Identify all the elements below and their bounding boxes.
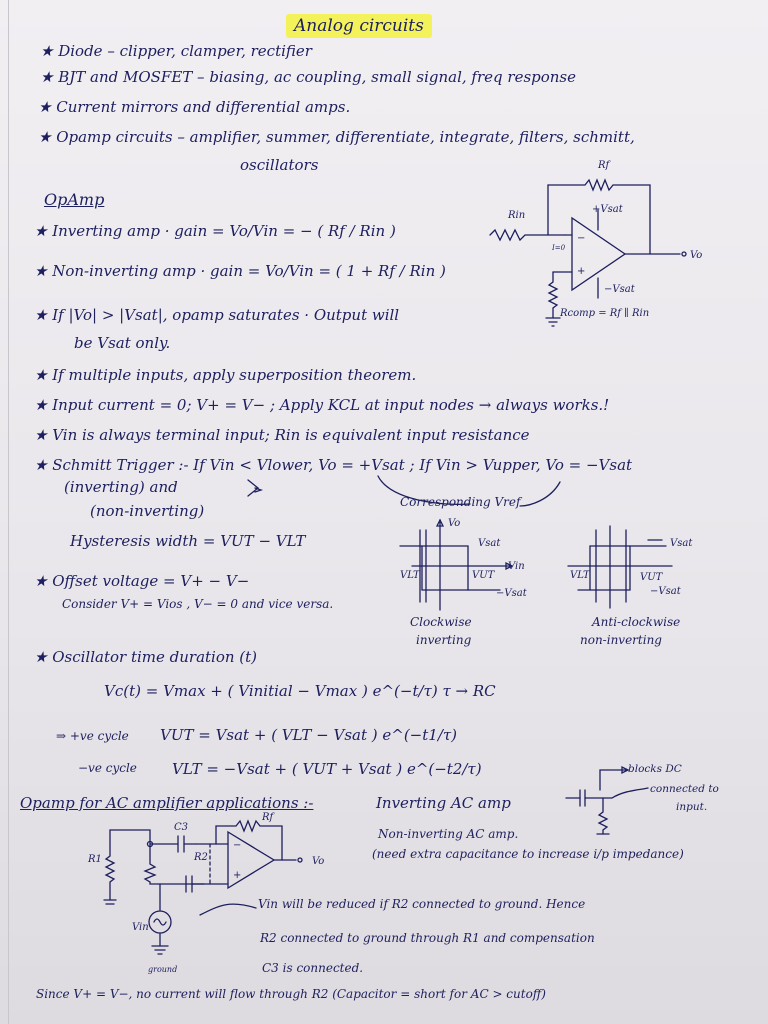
offset-voltage: ★ Offset voltage = V+ − V− (34, 572, 250, 590)
svg-text:Vin: Vin (132, 922, 149, 933)
page-title: Analog circuits (286, 18, 432, 35)
svg-text:+: + (233, 870, 242, 881)
svg-text:Rf: Rf (262, 812, 274, 823)
ac-inverting: Inverting AC amp (376, 794, 511, 812)
hysteresis-graph-anticlockwise (568, 526, 693, 608)
vin-terminal-note: ★ Vin is always terminal input; Rin is equivalent input resistance (34, 426, 530, 444)
kcl-note: ★ Input current = 0; V+ = V− ; Apply KCL at input nodes → always works.! (34, 396, 610, 414)
svg-text:Vsat: Vsat (478, 538, 501, 549)
noninverting-gain: ★ Non-inverting amp · gain = Vo/Vin = ( 1 + Rf / Rin ) (34, 262, 446, 280)
svg-text:C3: C3 (174, 822, 189, 833)
svg-text:−: − (577, 233, 586, 244)
corresponding-arrow-right (520, 482, 560, 506)
ac-noninverting: Non-inverting AC amp. (378, 827, 519, 841)
svg-text:Vin: Vin (508, 561, 525, 572)
vo-label: Vo (690, 250, 703, 261)
since-note: Since V+ = V−, no current will flow through R2 (Capacitor = short for AC > cutoff) (36, 987, 546, 1001)
anticlockwise-label: Anti-clockwise (592, 615, 681, 629)
svg-text:−: − (233, 840, 242, 851)
vin-reduced-note: Vin will be reduced if R2 connected to ground. Hence (258, 897, 586, 911)
svg-text:VLT: VLT (400, 570, 420, 581)
need-extra-capacitance: (need extra capacitance to increase i/p impedance) (372, 847, 684, 861)
negative-cycle-equation: VLT = −Vsat + ( VUT + Vsat ) e^(−t2/τ) (172, 760, 482, 778)
inverting-gain: ★ Inverting amp · gain = Vo/Vin = − ( Rf / Rin ) (34, 222, 396, 240)
svg-text:R2: R2 (194, 852, 208, 863)
blocks-dc: blocks DC (628, 763, 682, 775)
connected-input: input. (676, 801, 708, 813)
topic-diode: ★ Diode – clipper, clamper, rectifier (40, 42, 312, 60)
schmitt-line-2: (inverting) and (64, 478, 178, 496)
i0-label: I=0 (552, 244, 566, 252)
svg-text:−Vsat: −Vsat (496, 588, 527, 599)
clockwise-label: Clockwise (410, 615, 472, 629)
svg-text:Vsat: Vsat (670, 538, 693, 549)
svg-text:VUT: VUT (640, 572, 663, 583)
svg-text:−Vsat: −Vsat (650, 586, 681, 597)
hysteresis-graph-clockwise (400, 518, 528, 610)
vsat-neg-label: −Vsat (604, 284, 635, 295)
oscillator-equation: Vc(t) = Vmax + ( Vinitial − Vmax ) e^(−t/τ) τ → RC (104, 682, 496, 700)
r2-connected-note: R2 connected to ground through R1 and compensation (260, 931, 595, 945)
schmitt-line-1: ★ Schmitt Trigger :- If Vin < Vlower, Vo = +Vsat ; If Vin > Vupper, Vo = −Vsat (34, 456, 633, 474)
topic-bjt-mosfet: ★ BJT and MOSFET – biasing, ac coupling, small signal, freq response (40, 68, 577, 86)
svg-text:ground: ground (148, 965, 178, 974)
svg-text:R1: R1 (88, 854, 102, 865)
topic-opamp-circuits: ★ Opamp circuits – amplifier, summer, differentiate, integrate, filters, schmitt, (38, 128, 635, 146)
positive-cycle-label: ⇒ +ve cycle (56, 729, 129, 743)
superposition-note: ★ If multiple inputs, apply superposition theorem. (34, 366, 417, 384)
positive-cycle-equation: VUT = Vsat + ( VLT − Vsat ) e^(−t1/τ) (160, 726, 458, 744)
vsat-pos-label: +Vsat (592, 204, 623, 215)
corresponding-vref: Corresponding Vref (400, 495, 521, 509)
svg-text:+: + (577, 266, 586, 277)
schmitt-line-3: (non-inverting) (90, 502, 205, 520)
svg-text:Vo: Vo (448, 518, 461, 529)
rcomp-label: Rcomp = Rf ∥ Rin (560, 308, 650, 319)
oscillator-heading: ★ Oscillator time duration (t) (34, 648, 258, 666)
rf-label: Rf (598, 160, 610, 171)
hysteresis-width: Hysteresis width = VUT − VLT (70, 532, 306, 550)
svg-text:Vo: Vo (312, 856, 325, 867)
clockwise-inverting: inverting (416, 633, 472, 647)
c3-connected-note: C3 is connected. (262, 961, 364, 975)
offset-consider: Consider V+ = Vios , V− = 0 and vice versa. (62, 597, 334, 611)
rin-label: Rin (508, 210, 526, 221)
topic-oscillators: oscillators (240, 156, 319, 174)
noninverting-ac-circuit (87, 812, 324, 974)
saturation-line-2: be Vsat only. (74, 334, 171, 352)
dc-block-capacitor (566, 767, 648, 834)
brace-arrow (248, 480, 261, 496)
svg-text:VUT: VUT (472, 570, 495, 581)
corresponding-arrow-left (378, 476, 470, 504)
negative-cycle-label: −ve cycle (78, 761, 137, 775)
opamp-heading: OpAmp (44, 190, 105, 209)
saturation-line-1: ★ If |Vo| > |Vsat|, opamp saturates · Output will (34, 306, 400, 324)
ac-heading: Opamp for AC amplifier applications :- (20, 794, 314, 812)
svg-text:VLT: VLT (570, 570, 590, 581)
inverting-opamp-circuit (490, 160, 702, 326)
connected-to: connected to (650, 783, 719, 795)
anticlockwise-noninverting: non-inverting (580, 633, 662, 647)
topic-current-mirrors: ★ Current mirrors and differential amps. (38, 98, 351, 116)
note-arrow (200, 904, 256, 915)
